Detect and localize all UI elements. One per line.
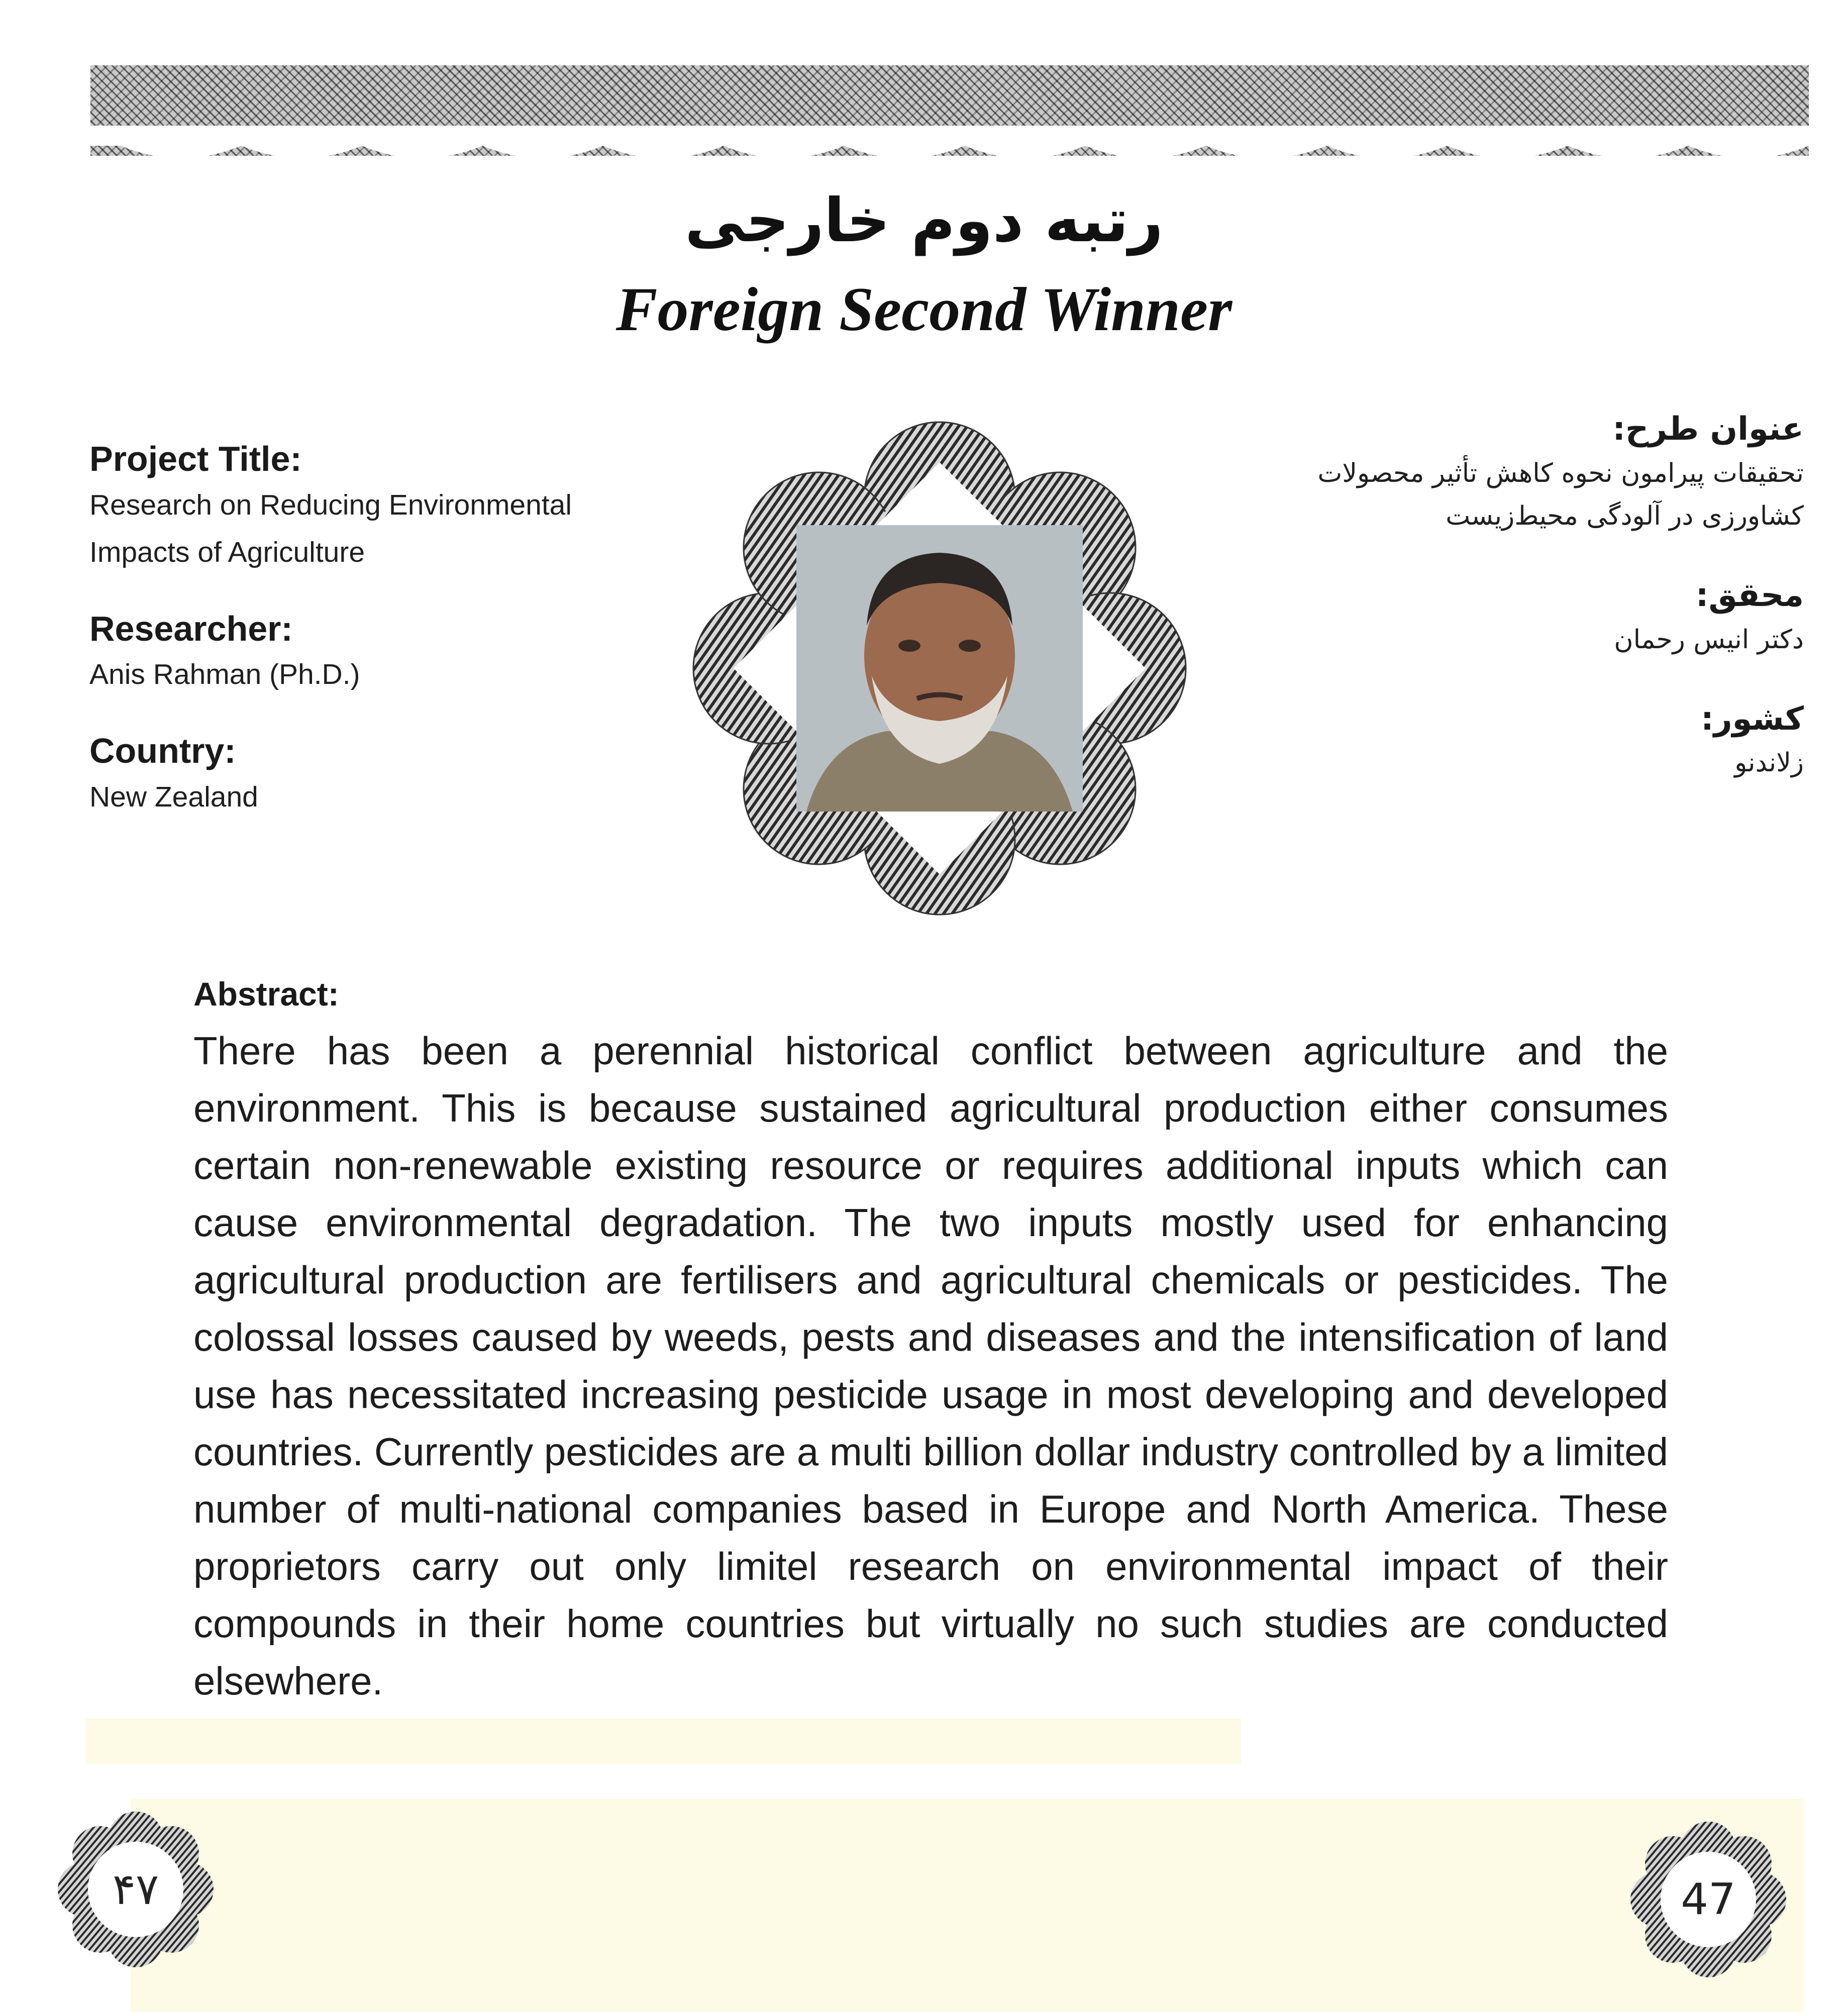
country-label-fa: کشور: xyxy=(1701,700,1804,738)
researcher-block-fa xyxy=(1206,573,1804,661)
page-title-persian: رتبه دوم خارجی xyxy=(684,186,1164,256)
project-title-label-fa: عنوان طرح: xyxy=(1612,411,1804,448)
project-title-line: Research on Reducing Environmental xyxy=(89,488,572,521)
researcher-photo xyxy=(796,525,1083,812)
country-name-fa: زلاندنو xyxy=(1734,748,1804,778)
page-number-left xyxy=(55,1809,216,1970)
page-title-english: Foreign Second Winner xyxy=(615,275,1233,344)
researcher-label-fa: محقق: xyxy=(1695,577,1804,615)
page-number-left-text: ۴۷ xyxy=(112,1864,159,1915)
researcher-name-fa: دکتر انیس رحمان xyxy=(1614,624,1804,655)
portrait-illustration xyxy=(796,525,1083,812)
country-name: New Zealand xyxy=(89,780,258,813)
country-block-fa xyxy=(1206,697,1804,785)
page-number-right xyxy=(1628,1819,1789,1980)
project-title-line-fa: تحقیقات پیرامون نحوه کاهش تأثیر محصولات xyxy=(1317,458,1804,488)
paper-tint-lower xyxy=(85,1719,1241,1764)
project-title-block xyxy=(89,437,667,576)
paper-tint-footer xyxy=(131,1799,1804,2012)
header-band-scalloped-edge xyxy=(90,126,1809,171)
project-title-label: Project Title: xyxy=(89,439,302,478)
abstract-text: There has been a perennial historical conflict between agriculture and the environment. This is because sustained agricultural production either consumes certain non-renewable existing resource or requires additional inputs which can cause environmental degradation. The two inputs mostly used for enhancing agricultural production are fertilisers and agricultural chemicals or pesticides. The colossal losses caused by weeds, pests and diseases and the intensification of land use has necessitated increasing pesticide usage in most developing and developed countries. Currently pesticides are a multi billion dollar industry controlled by a limited number of multi-national companies based in Europe and North America. These proprietors carry out only limitel research on environmental impact of their compounds in their home countries but virtually no such studies are conducted elsewhere. xyxy=(193,1029,1668,1703)
country-block xyxy=(89,729,667,821)
abstract-label: Abstract: xyxy=(193,975,339,1013)
researcher-block xyxy=(89,607,667,698)
details-persian xyxy=(1206,407,1804,820)
page-number-right-text: 47 xyxy=(1681,1874,1736,1925)
project-title-line-fa: کشاورزی در آلودگی محیط‌زیست xyxy=(1446,501,1804,532)
project-title-block-fa xyxy=(1206,407,1804,538)
abstract-section xyxy=(193,975,1668,1709)
details-english xyxy=(89,437,667,852)
researcher-name: Anis Rahman (Ph.D.) xyxy=(89,658,360,691)
researcher-label: Researcher: xyxy=(89,609,293,648)
project-title-line: Impacts of Agriculture xyxy=(89,536,365,568)
country-label: Country: xyxy=(89,731,236,771)
